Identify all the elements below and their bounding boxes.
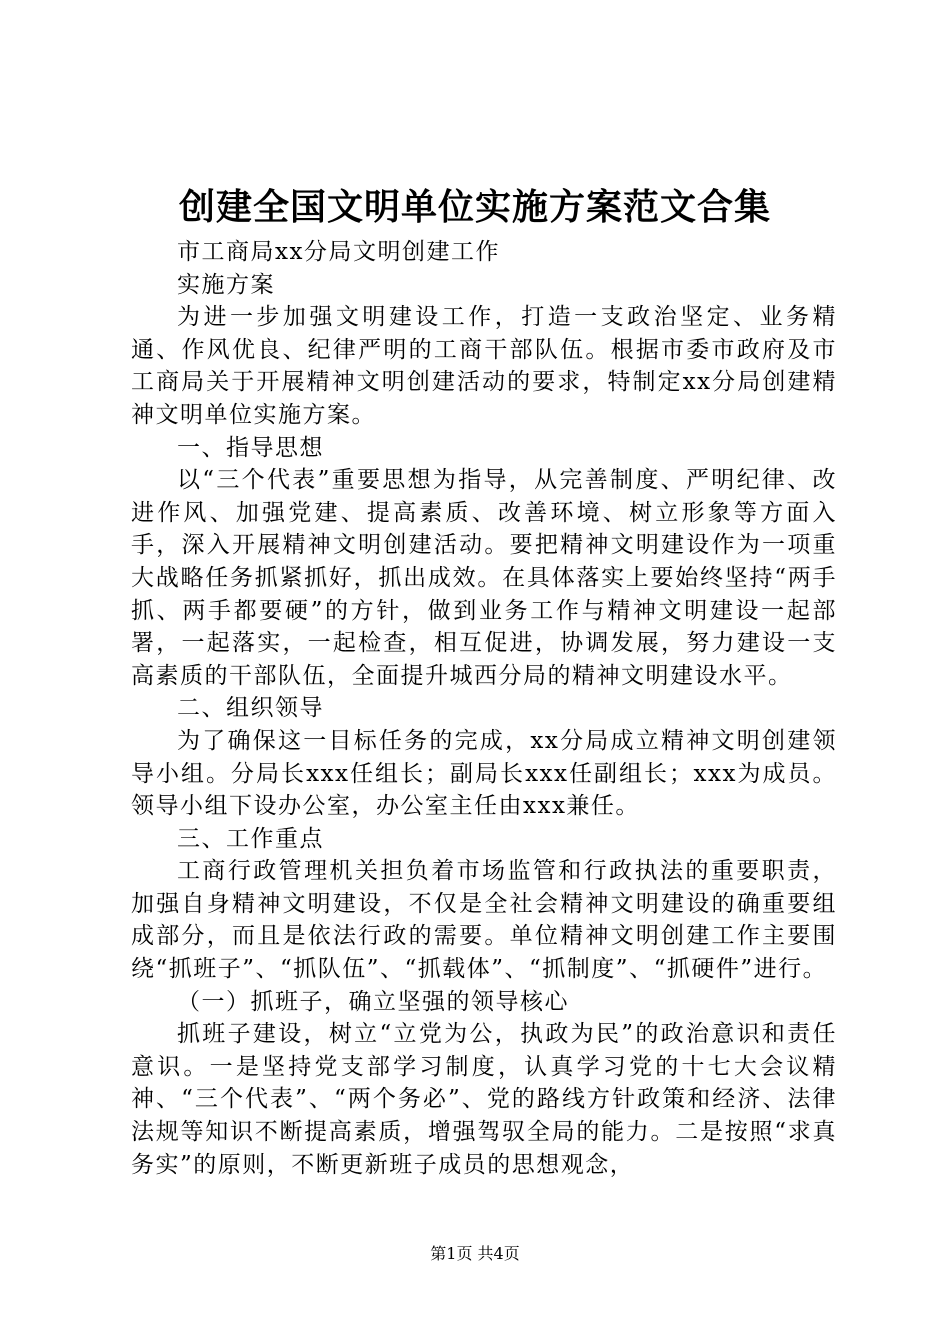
paragraph: 实施方案 (177, 271, 275, 298)
page-number: 第1页 (430, 1244, 473, 1263)
paragraph: 工商行政管理机关担负着市场监管和行政执法的重要职责，加强自身精神文明建设，不仅是全社会精神文明建设的确重要组成部分，而且是依法行政的需要。单位精神文明创建工作主要围绕“抓班子”、“抓队伍”、“抓载体”、“抓制度”、“抓硬件”进行。 (131, 858, 837, 983)
page-total: 共4页 (477, 1244, 520, 1263)
paragraph: 市工商局xx分局文明创建工作 (177, 239, 500, 265)
subsection-heading: （一）抓班子，确立坚强的领导核心 (177, 988, 569, 1015)
section-heading: 三、工作重点 (177, 825, 324, 852)
paragraph: 为了确保这一目标任务的完成，xx分局成立精神文明创建领导小组。分局长xxx任组长；副局长xxx任副组长；xxx为成员。领导小组下设办公室，办公室主任由xxx兼任。 (131, 727, 837, 820)
section-heading: 一、指导思想 (177, 434, 324, 461)
paragraph: 以“三个代表”重要思想为指导，从完善制度、严明纪律、改进作风、加强党建、提高素质、改善环境、树立形象等方面入手，深入开展精神文明创建活动。要把精神文明建设作为一项重大战略任务抓紧抓好，抓出成效。在具体落实上要始终坚持“两手抓、两手都要硬”的方针，做到业务工作与精神文明建设一起部署，一起落实，一起检查，相互促进，协调发展，努力建设一支高素质的干部队伍，全面提升城西分局的精神文明建设水平。 (131, 467, 837, 689)
document-body (131, 236, 837, 1181)
paragraph: 抓班子建设，树立“立党为公，执政为民”的政治意识和责任意识。一是坚持党支部学习制度，认真学习党的十七大会议精神、“三个代表”、“两个务必”、党的路线方针政策和经济、法律法规等知识不断提高素质，增强驾驭全局的能力。二是按照“求真务实”的原则，不断更新班子成员的思想观念， (131, 1021, 837, 1178)
section-heading: 二、组织领导 (177, 695, 324, 722)
paragraph: 为进一步加强文明建设工作，打造一支政治坚定、业务精通、作风优良、纪律严明的工商干部队伍。根据市委市政府及市工商局关于开展精神文明创建活动的要求，特制定xx分局创建精神文明单位实施方案。 (131, 304, 837, 428)
page-footer (0, 1243, 950, 1265)
document-title: 创建全国文明单位实施方案范文合集 (178, 186, 771, 228)
